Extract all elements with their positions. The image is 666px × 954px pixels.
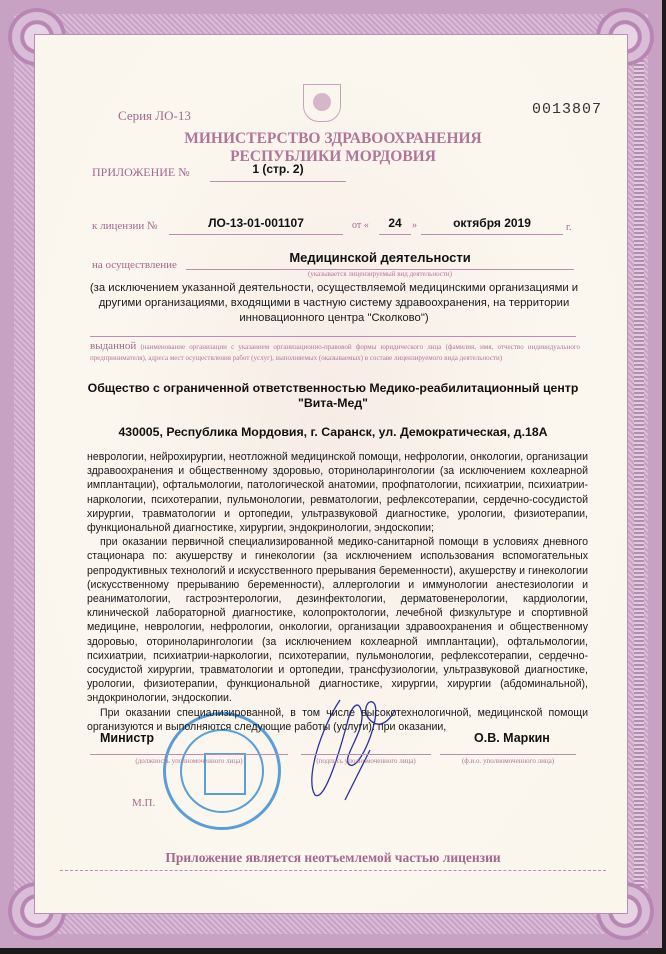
footer-note: Приложение является неотъемлемой частью лицензии: [165, 850, 501, 865]
series: Серия ЛО-13: [118, 108, 191, 123]
ministry-line-2: РЕСПУБЛИКИ МОРДОВИЯ: [230, 148, 436, 165]
signature-line: [301, 738, 431, 755]
date-close-quote: »: [412, 220, 417, 231]
license-label: к лицензии №: [92, 220, 158, 232]
services-list: [87, 450, 588, 734]
issued-block: [90, 341, 580, 363]
signatory-name: О.В. Маркин: [474, 731, 550, 745]
appendix-label: ПРИЛОЖЕНИЕ №: [92, 165, 190, 179]
organization-name-line-2: "Вита-Мед": [298, 396, 368, 410]
issued-caption: (наименование организации с указанием организационно-правовой формы юридического лица (фамилия, имя, отчество индивидуального предпринимателя), адреса мест осуществления работ (услуг), выполняемых (оказываемых) в составе лицензируемого вида деятельности): [90, 343, 581, 362]
organization-name: [60, 381, 606, 411]
services-paragraph: При оказании специализированной, в том числе высокотехнологичной, медицинской помощи организуются и выполняются следующие работы (услуги): при оказании,: [87, 706, 588, 733]
appendix-number: 1 (стр. 2): [252, 162, 304, 176]
activity-value: Медицинской деятельности: [289, 250, 471, 265]
coat-of-arms-icon: [303, 84, 341, 122]
footer-divider: [60, 870, 606, 871]
ministry-title: [0, 130, 666, 166]
signature-caption: (подпись уполномоченного лица): [316, 757, 416, 765]
license-number: ЛО-13-01-001107: [208, 216, 304, 230]
issued-label: выданной: [90, 340, 137, 352]
edge-pattern: [634, 34, 644, 914]
seal-label: М.П.: [132, 797, 156, 809]
activity-label: на осуществление: [92, 259, 177, 271]
organization-name-line-1: Общество с ограниченной ответственностью Медико-реабилитационный центр: [87, 381, 579, 395]
activity-caption: (указывается лицензируемый вид деятельности): [307, 270, 453, 278]
ministry-line-1: МИНИСТЕРСТВО ЗДРАВООХРАНЕНИЯ: [184, 130, 482, 147]
organization-address: 430005, Республика Мордовия, г. Саранск, ул. Демократическая, д.18А: [118, 425, 548, 439]
year-suffix: г.: [566, 222, 572, 233]
signatory-position: Министр: [100, 731, 155, 745]
license-month-year: октября 2019: [453, 216, 531, 230]
name-caption: (ф.и.о. уполномоченного лица): [461, 757, 555, 765]
blank-number: 0013807: [532, 101, 603, 118]
services-paragraph: при оказании первичной специализированной медико-санитарной помощи в условиях дневного стационара по: акушерству и гинекологии (за исключением использования вспомогательных репродуктивных технологий и искусственного прерывания беременности), акушерству и гинекологии (искусственному прерыванию беременности), аллергологии и иммунологии анестезиологии и реаниматологии, гастроэнтерологии, дезинфектологии, дерматовенерологии, кардиологии, клинической лабораторной диагностике, колопроктологии, лечебной физкультуре и спортивной медицине, неврологии, нефрологии, онкологии, организации здравоохранения и общественному здоровью, оториноларингологии (за исключением кохлеарной имплантации), офтальмологии, психиатрии, психиатрии-наркологии, психотерапии, пульмонологии, рефлексотерапии, сердечно-сосудистой хирургии, травматологии и ортопедии, трансфузиологии, ультразвуковой диагностике, урологии, физиотерапии, функциональной диагностике, хирургии, хирургии (абдоминальной), эндокринологии, эндоскопии.: [87, 536, 588, 705]
activity-exclusion: (за исключением указанной деятельности, осуществляемой медицинскими организациями и другими организациями, входящими в частную систему здравоохранения, на территории инновационного центра "Сколково"): [89, 282, 579, 324]
date-from-label: от «: [352, 220, 369, 231]
position-caption: (должность уполномоченного лица): [135, 757, 243, 765]
license-day: 24: [388, 216, 402, 230]
services-paragraph: неврологии, нейрохирургии, неотложной медицинской помощи, нефрологии, онкологии, организации здравоохранения и общественному здоровью, оториноларингологии (за исключением кохлеарной имплантации), офтальмологии, патологической анатомии, профпатологии, психиатрии, психиатрии-наркологии, психотерапии, пульмонологии, ревматологии, рефлексотерапии, сердечно-сосудистой хирургии, травматологии и ортопедии, ультразвуковой диагностике, урологии, физиотерапии, функциональной диагностике, хирургии, эндокринологии, эндоскопии;: [87, 451, 588, 535]
